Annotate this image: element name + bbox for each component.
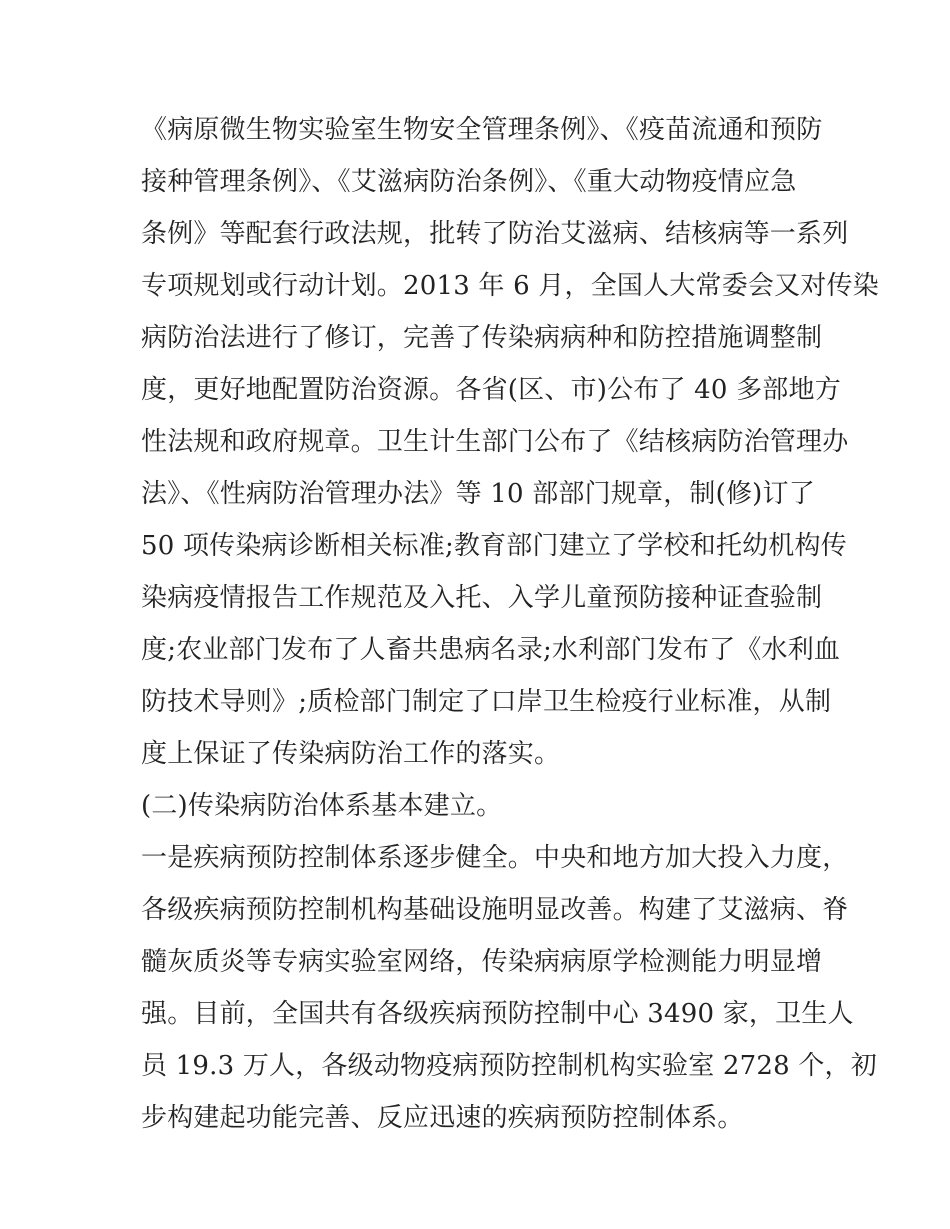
section-heading: (二)传染病防治体系基本建立。 [141,791,503,821]
text-line: 强。目前，全国共有各级疾病预防控制中心 3490 家，卫生人 [141,999,854,1029]
text-line: 病防治法进行了修订，完善了传染病病种和防控措施调整制 [141,323,823,353]
text-line: 专项规划或行动计划。2013 年 6 月，全国人大常委会又对传染 [141,271,879,301]
text-line: 一是疾病预防控制体系逐步健全。中央和地方加大投入力度， [141,843,849,873]
text-line: 度上保证了传染病防治工作的落实。 [141,739,561,769]
text-line: 各级疾病预防控制机构基础设施明显改善。构建了艾滋病、脊 [141,895,849,925]
text-line: 条例》等配套行政法规，批转了防治艾滋病、结核病等一系列 [141,219,849,249]
text-line: 接种管理条例》、《艾滋病防治条例》、《重大动物疫情应急 [141,167,797,197]
text-line: 员 19.3 万人，各级动物疫病预防控制机构实验室 2728 个，初 [141,1051,877,1081]
text-line: 法》、《性病防治管理办法》等 10 部部门规章，制(修)订了 [141,479,815,509]
text-line: 步构建起功能完善、反应迅速的疾病预防控制体系。 [141,1103,744,1133]
text-line: 度;农业部门发布了人畜共患病名录;水利部门发布了《水利血 [141,635,841,665]
text-line: 性法规和政府规章。卫生计生部门公布了《结核病防治管理办 [141,427,849,457]
text-line: 《病原微生物实验室生物安全管理条例》、《疫苗流通和预防 [141,115,823,145]
text-line: 度，更好地配置防治资源。各省(区、市)公布了 40 多部地方 [141,375,841,405]
text-line: 染病疫情报告工作规范及入托、入学儿童预防接种证查验制 [141,583,823,613]
text-line: 髓灰质炎等专病实验室网络，传染病病原学检测能力明显增 [141,947,823,977]
text-line: 防技术导则》;质检部门制定了口岸卫生检疫行业标准，从制 [141,687,832,717]
text-line: 50 项传染病诊断相关标准;教育部门建立了学校和托幼机构传 [141,531,847,561]
